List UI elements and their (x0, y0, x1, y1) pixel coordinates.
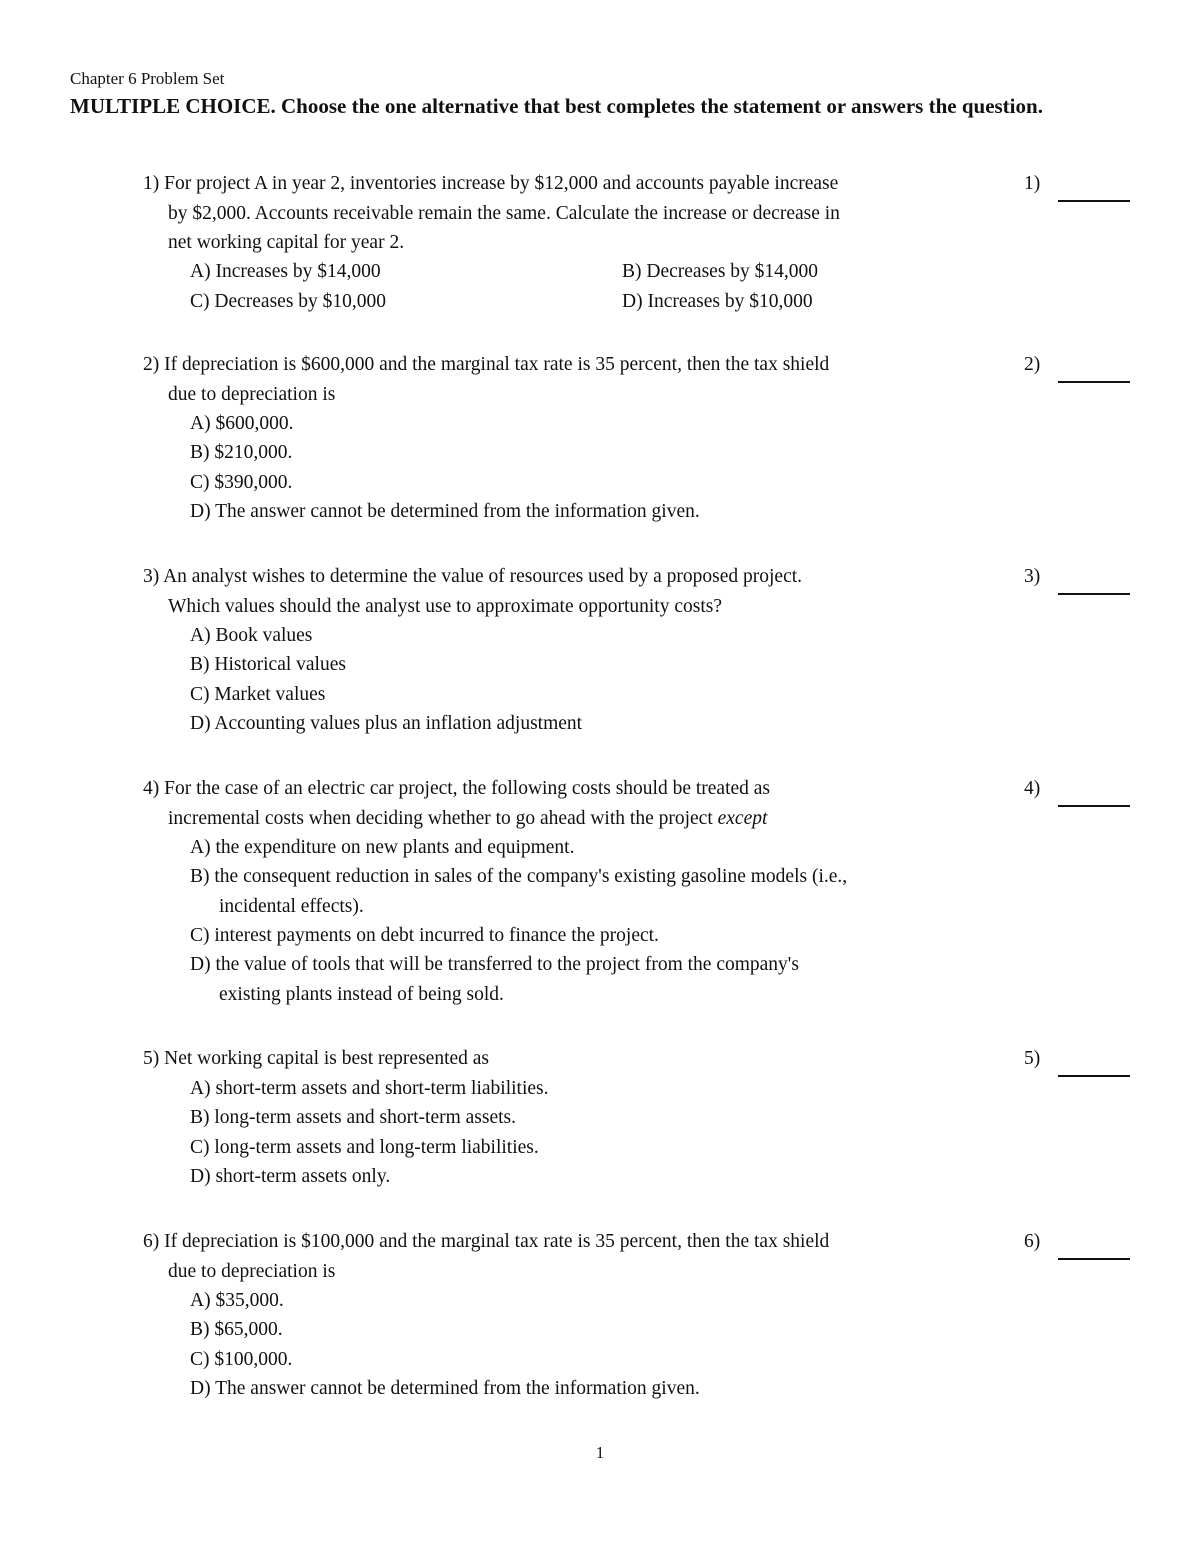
option-b[interactable]: B) $65,000. (190, 1319, 283, 1340)
option-b[interactable] (190, 862, 990, 921)
page-number: 1 (595, 1443, 605, 1462)
answer-label: 1) (1024, 173, 1041, 194)
answer-blank[interactable] (1058, 381, 1130, 383)
option-d[interactable]: D) short-term assets only. (190, 1166, 391, 1187)
option-b[interactable]: B) Decreases by $14,000 (622, 261, 819, 282)
question-number: 3) (143, 566, 160, 587)
option-line: B) the consequent reduction in sales of the company's existing gasoline models (i.e., (190, 866, 848, 887)
stem-line: due to depreciation is (168, 383, 336, 405)
stem-line: If depreciation is $100,000 and the marginal tax rate is 35 percent, then the tax shield (164, 1231, 830, 1252)
option-c[interactable]: C) Decreases by $10,000 (190, 291, 387, 312)
answer-blank[interactable] (1058, 1258, 1130, 1260)
answer-blank[interactable] (1058, 200, 1130, 202)
option-d[interactable] (190, 950, 990, 1009)
stem-line: due to depreciation is (168, 1260, 336, 1282)
option-a[interactable]: A) Book values (190, 625, 313, 646)
question-stem (143, 350, 988, 409)
answer-label: 6) (1024, 1231, 1041, 1252)
question-stem (143, 169, 988, 258)
option-line: existing plants instead of being sold. (219, 983, 504, 1005)
answer-label: 4) (1024, 778, 1041, 799)
option-b[interactable]: B) Historical values (190, 654, 346, 675)
answer-label: 2) (1024, 354, 1041, 375)
option-c[interactable]: C) Market values (190, 684, 326, 705)
stem-line: An analyst wishes to determine the value of resources used by a proposed project. (163, 566, 803, 587)
option-c[interactable]: C) $390,000. (190, 472, 293, 493)
question-number: 4) (143, 778, 160, 799)
stem-line: incremental costs when deciding whether to go ahead with the project except (168, 807, 768, 829)
option-d[interactable]: D) The answer cannot be determined from the information given. (190, 501, 700, 522)
option-a[interactable]: A) $600,000. (190, 413, 294, 434)
question-stem (143, 774, 988, 833)
stem-line: by $2,000. Accounts receivable remain the same. Calculate the increase or decrease in (168, 202, 840, 224)
question-stem (143, 562, 988, 621)
answer-label: 3) (1024, 566, 1041, 587)
option-c[interactable]: C) $100,000. (190, 1349, 293, 1370)
option-d[interactable]: D) Accounting values plus an inflation adjustment (190, 713, 583, 734)
stem-line: For project A in year 2, inventories increase by $12,000 and accounts payable increase (164, 173, 839, 194)
option-a[interactable]: A) $35,000. (190, 1290, 284, 1311)
question-stem (143, 1227, 988, 1286)
stem-line: For the case of an electric car project, the following costs should be treated as (164, 778, 771, 799)
stem-line: net working capital for year 2. (168, 232, 405, 253)
stem-emphasis: except (717, 807, 768, 829)
option-c[interactable]: C) long-term assets and long-term liabilities. (190, 1137, 539, 1158)
instructions: MULTIPLE CHOICE. Choose the one alternative that best completes the statement or answers the question. (70, 94, 1043, 118)
stem-line: Which values should the analyst use to approximate opportunity costs? (168, 595, 723, 617)
answer-blank[interactable] (1058, 805, 1130, 807)
option-b[interactable]: B) long-term assets and short-term assets. (190, 1107, 517, 1128)
page-header: Chapter 6 Problem Set (70, 69, 225, 88)
question-stem (143, 1044, 988, 1074)
option-line: incidental effects). (219, 895, 364, 917)
question-number: 1) (143, 173, 160, 194)
option-c[interactable]: C) interest payments on debt incurred to finance the project. (190, 925, 659, 946)
question-number: 5) (143, 1048, 160, 1069)
option-a[interactable]: A) the expenditure on new plants and equipment. (190, 837, 575, 858)
question-number: 2) (143, 354, 160, 375)
option-d[interactable]: D) The answer cannot be determined from the information given. (190, 1378, 700, 1399)
stem-line: If depreciation is $600,000 and the marginal tax rate is 35 percent, then the tax shield (164, 354, 830, 375)
option-d[interactable]: D) Increases by $10,000 (622, 291, 813, 312)
option-a[interactable]: A) short-term assets and short-term liabilities. (190, 1078, 549, 1099)
answer-blank[interactable] (1058, 1075, 1130, 1077)
option-line: D) the value of tools that will be transferred to the project from the company's (190, 954, 799, 975)
question-number: 6) (143, 1231, 160, 1252)
stem-line: Net working capital is best represented as (164, 1048, 490, 1069)
answer-blank[interactable] (1058, 593, 1130, 595)
option-a[interactable]: A) Increases by $14,000 (190, 261, 381, 282)
option-b[interactable]: B) $210,000. (190, 442, 293, 463)
answer-label: 5) (1024, 1048, 1041, 1069)
